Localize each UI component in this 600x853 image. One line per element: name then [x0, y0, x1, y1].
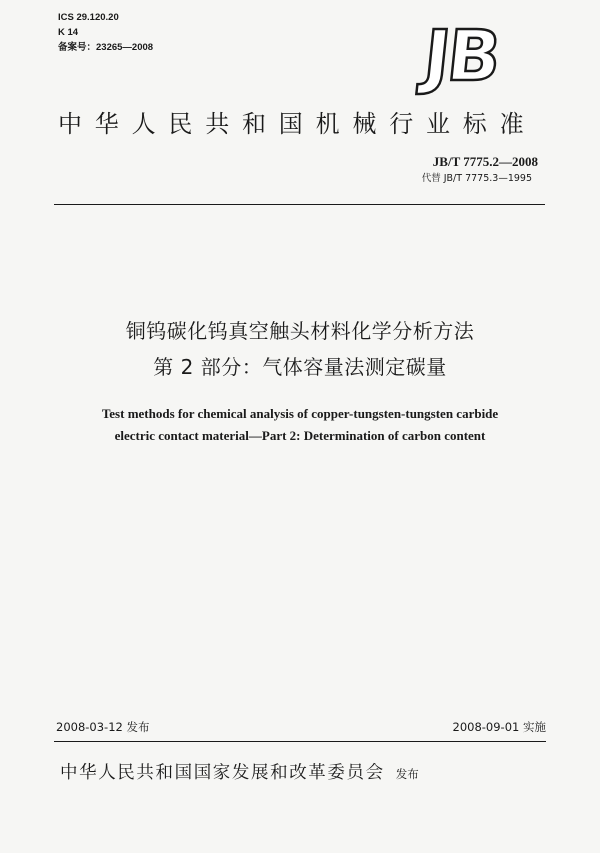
jb-logo: JB [419, 15, 503, 97]
filing-number: 备案号：23265—2008 [58, 42, 154, 53]
ccs-code: K 14 [58, 27, 79, 38]
english-title-line-1: Test methods for chemical analysis of copper-tungsten-tungsten carbide [101, 406, 499, 421]
classification-block [58, 10, 238, 55]
issuer-suffix: 发布 [395, 767, 419, 781]
footer-divider [54, 741, 546, 742]
issue-date: 2008-03-12 发布 [56, 720, 150, 734]
chinese-title-line-1: 铜钨碳化钨真空触头材料化学分析方法 [125, 319, 475, 343]
ics-code: ICS 29.120.20 [58, 12, 119, 23]
chinese-title-line-2: 第 2 部分：气体容量法测定碳量 [153, 355, 447, 379]
english-title-line-2: electric contact material—Part 2: Determination of carbon content [114, 428, 486, 443]
issuing-authority [60, 760, 550, 786]
header-divider [54, 204, 545, 205]
replaced-standard-note: 代替 JB/T 7775.3—1995 [421, 173, 532, 184]
effective-date: 2008-09-01 实施 [452, 720, 546, 734]
standard-number: JB/T 7775.2—2008 [432, 154, 538, 169]
standard-category-title: 中华人民共和国机械行业标准 [58, 110, 537, 138]
issuer-name: 中华人民共和国国家发展和改革委员会 [60, 763, 385, 783]
